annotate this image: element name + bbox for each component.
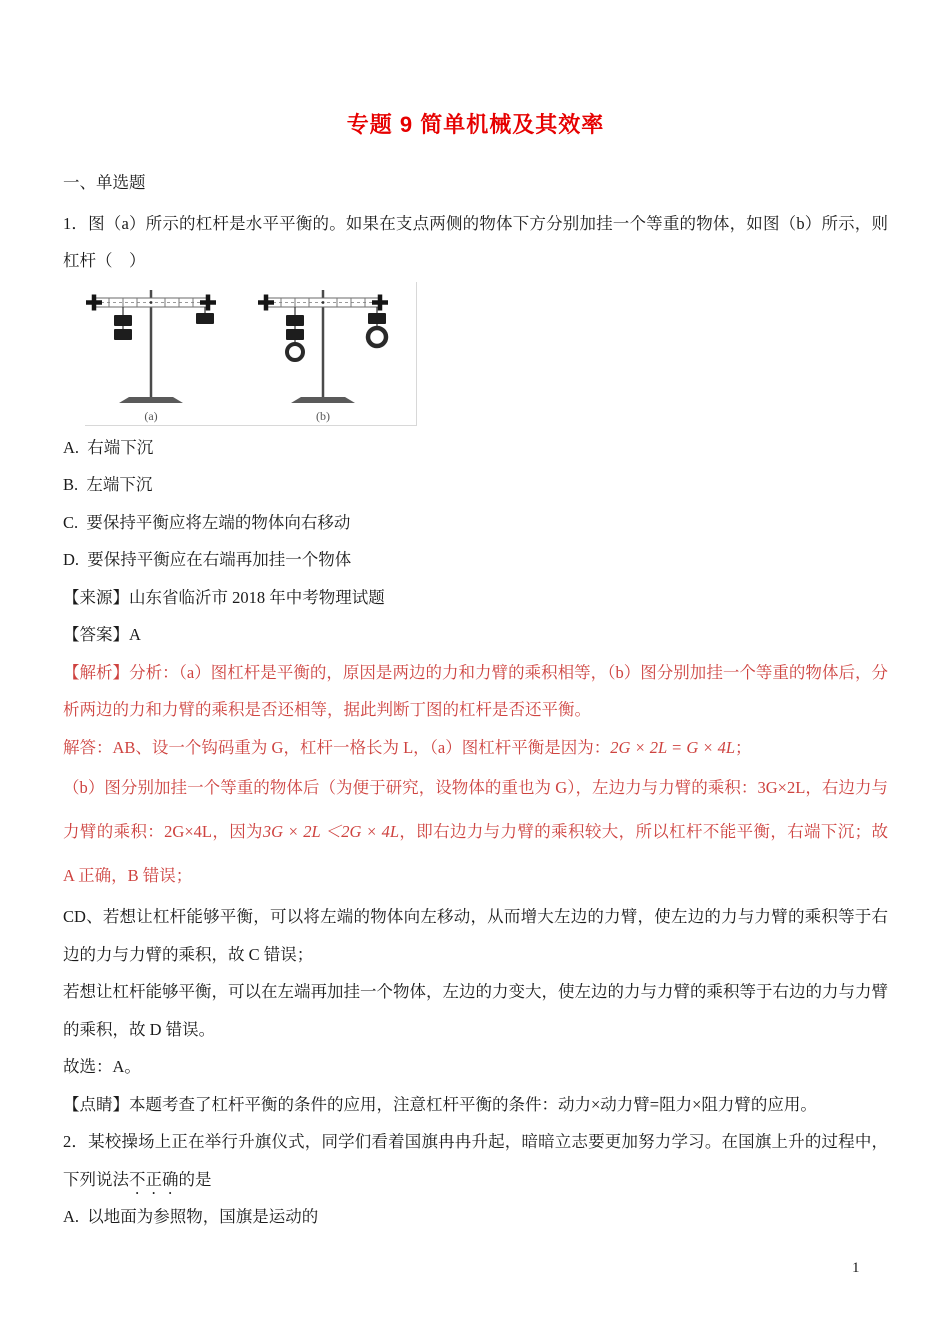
text-run: 故选：A。 (63, 1057, 141, 1076)
text-run: C. 要保持平衡应将左端的物体向右移动 (63, 512, 351, 532)
stand-base (291, 397, 355, 403)
text-run: ； (735, 737, 752, 757)
q1-option-b (63, 466, 888, 504)
page-number: 1 (852, 1260, 860, 1276)
left-weights (114, 307, 132, 340)
text-run: 若想让杠杆能够平衡，可以在左端再加挂一个物体，左边的力变大，使左边的力与力臂的乘积等于右边的力与力臂的乘积，故 D 错误。 (63, 982, 888, 1039)
text-run: 解答：AB、设一个钩码重为 G，杠杆一格长为 L，（a）图杠杆平衡是因为： (63, 737, 611, 757)
q2-option-a (63, 1198, 888, 1236)
analysis-solve-ab (63, 729, 888, 767)
added-ring-weight (368, 328, 386, 346)
text-run: 一、单选题 (63, 173, 146, 192)
emphasized-text: 不正确 (129, 1169, 179, 1189)
text-run: 的是 (178, 1169, 212, 1189)
text-run: （b）图分别加挂一个等重的物体后（为便于研究，设物体的重也为 G），左边力与力臂的乘积：3G×2L，右边力与力臂的乘积：2G×4L，因为 (63, 778, 888, 841)
final-choice (63, 1048, 888, 1086)
text-run: A. 右端下沉 (63, 437, 154, 457)
text-run: 2．某校操场上正在举行升旗仪式，同学们看着国旗冉冉升起，暗暗立志要更加努力学习。在国旗上升的过程中，下列说法 (63, 1132, 888, 1189)
lever-figure (85, 282, 417, 426)
lever-figure-svg (85, 282, 403, 424)
left-balance-nut (86, 294, 102, 310)
page-title: 专题 9 简单机械及其效率 (346, 112, 605, 137)
lever-diagram-a (86, 290, 216, 423)
q1-option-c (63, 504, 888, 542)
right-weight (196, 307, 214, 324)
analysis-intro (63, 654, 888, 729)
text-run: 1．图（a）所示的杠杆是水平平衡的。如果在支点两侧的物体下方分别加挂一个等重的物体，如图（b）所示，则杠杆（ ） (63, 213, 888, 270)
text-run: 【解析】分析：（a）图杠杆是平衡的，原因是两边的力和力臂的乘积相等，（b）图分别加挂一个等重的物体后，分析两边的力和力臂的乘积是否还相等，据此判断丁图的杠杆是否还平衡。 (63, 662, 888, 719)
stand-base (119, 397, 183, 403)
q1-option-d (63, 541, 888, 579)
q1-stem (63, 205, 888, 280)
answer-explanation-block (63, 429, 893, 1236)
text-run: ，即右边力与力臂的乘积较大，所以杠杆不能平衡，右端下沉；故 A 正确，B 错误； (63, 822, 893, 885)
text-run: D. 要保持平衡应在右端再加挂一个物体 (63, 550, 352, 569)
analysis-solve-b (63, 766, 893, 898)
text-run: CD、若想让杠杆能够平衡，可以将左端的物体向左移动，从而增大左边的力臂，使左边的力与力臂的乘积等于右边的力与力臂的乘积，故 C 错误； (63, 907, 888, 964)
figure-label-b: (b) (316, 408, 330, 423)
text-run: B. 左端下沉 (63, 475, 153, 494)
text-run: 【答案】A (63, 625, 141, 644)
added-ring-weight (287, 344, 303, 360)
right-weight-with-ring (368, 307, 386, 346)
question-1-block (63, 164, 888, 280)
tips-line (63, 1086, 888, 1124)
left-weights-with-ring (286, 307, 304, 360)
left-balance-nut (258, 294, 274, 310)
analysis-cd-2 (63, 973, 888, 1048)
analysis-cd-1 (63, 898, 888, 973)
q1-option-a (63, 429, 888, 467)
math-formula: 3G × 2L ＜2G × 4L (262, 822, 400, 841)
section-heading (63, 164, 888, 202)
q2-stem (63, 1123, 888, 1198)
right-balance-nut (372, 294, 388, 310)
right-balance-nut (200, 294, 216, 310)
text-run: A. 以地面为参照物，国旗是运动的 (63, 1207, 319, 1226)
answer-line (63, 616, 888, 654)
source-line (63, 579, 888, 617)
math-formula: 2G × 2L = G × 4L (610, 737, 736, 757)
figure-label-a: (a) (144, 408, 158, 423)
text-run: 【来源】山东省临沂市 2018 年中考物理试题 (63, 587, 385, 607)
lever-diagram-b (258, 290, 388, 423)
text-run: 【点睛】本题考查了杠杆平衡的条件的应用，注意杠杆平衡的条件：动力×动力臂=阻力×阻力臂的应用。 (63, 1094, 817, 1114)
